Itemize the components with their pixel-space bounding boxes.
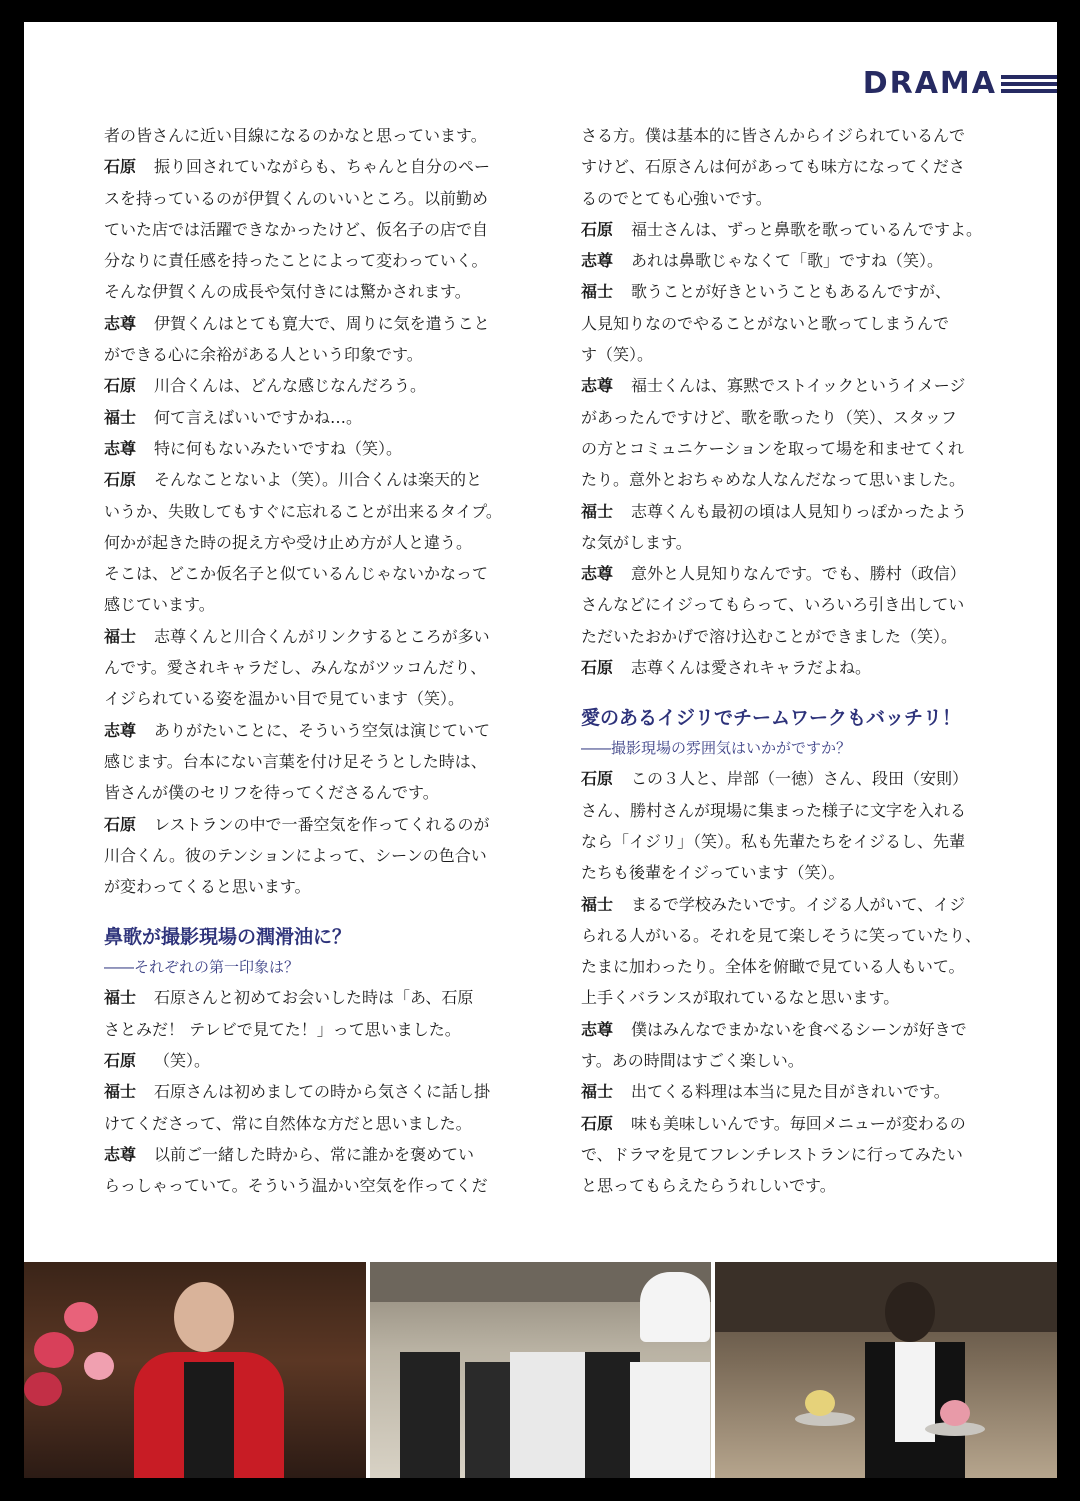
line-text: 石原さんは初めましての時から気さくに話し掛 [154, 1082, 491, 1102]
speaker-name: 志尊 [581, 251, 614, 271]
line-text: なら「イジリ」（笑）。私も先輩たちをイジるし、先輩 [581, 831, 966, 851]
brand-stripes [1001, 72, 1057, 96]
line-text: 川合くん。彼のテンションによって、シーンの色合い [104, 845, 487, 865]
section-brand [863, 66, 1057, 101]
text-line [104, 1045, 524, 1076]
photo-strip [24, 1262, 1057, 1478]
line-text: 志尊くんも最初の頃は人見知りっぽかったよう [631, 501, 968, 521]
right-column-text [581, 120, 1001, 683]
text-line [104, 496, 524, 527]
line-text: ありがたいことに、そういう空気は演じていて [154, 720, 491, 740]
line-text: 歌うことが好きということもあるんですが、 [631, 282, 952, 302]
speaker-name: 志尊 [104, 720, 137, 740]
speaker-name: 石原 [581, 658, 614, 678]
speaker-name: 福士 [104, 1082, 137, 1102]
line-text: 石原さんと初めてお会いした時は「あ、石原 [154, 988, 474, 1008]
speaker-name: 石原 [104, 814, 137, 834]
line-text: イジられている姿を温かい目で見ています（笑）。 [104, 689, 465, 709]
section2-text [581, 763, 1001, 1201]
right-column [581, 120, 1001, 1202]
line-text: があったんですけど、歌を歌ったり（笑）、スタッフ [581, 407, 957, 427]
photo-waiter [715, 1262, 1057, 1478]
speaker-name: 福士 [104, 988, 137, 1008]
line-text: 何て言えばいいですかね…。 [154, 407, 363, 427]
text-line [104, 715, 524, 746]
line-text: この３人と、岸部（一徳）さん、段田（安則） [631, 769, 968, 789]
text-line [581, 527, 1001, 558]
text-line [581, 857, 1001, 888]
speaker-name: 石原 [581, 769, 614, 789]
text-line [104, 777, 524, 808]
text-line [581, 763, 1001, 794]
text-line [581, 1076, 1001, 1107]
text-line [581, 951, 1001, 982]
text-line [104, 558, 524, 589]
line-text: 皆さんが僕のセリフを待ってくださるんです。 [104, 783, 439, 803]
line-text: 何かが起きた時の捉え方や受け止め方が人と違う。 [104, 532, 473, 552]
speaker-name: 石原 [104, 470, 137, 490]
text-line [581, 920, 1001, 951]
line-text: す（笑）。 [581, 345, 654, 365]
text-line [104, 809, 524, 840]
line-text: 伊賀くんはとても寛大で、周りに気を遣うこと [154, 313, 490, 333]
text-line [104, 1170, 524, 1201]
speaker-name: 福士 [581, 501, 614, 521]
line-text: たり。意外とおちゃめな人なんだなって思いました。 [581, 470, 966, 490]
text-line [104, 621, 524, 652]
text-line [104, 402, 524, 433]
line-text: 出てくる料理は本当に見た目がきれいです。 [631, 1082, 950, 1102]
section1-text [104, 982, 524, 1201]
text-line [581, 433, 1001, 464]
line-text: まるで学校みたいです。イジる人がいて、イジ [631, 894, 966, 914]
line-text: レストランの中で一番空気を作ってくれるのが [154, 814, 490, 834]
text-line [581, 826, 1001, 857]
speaker-name: 志尊 [104, 313, 137, 333]
text-line [581, 370, 1001, 401]
text-line [104, 871, 524, 902]
line-text: 福士さんは、ずっと鼻歌を歌っているんですよ。 [631, 219, 983, 239]
text-line [581, 1014, 1001, 1045]
text-line [104, 245, 524, 276]
photo-kitchen-group [370, 1262, 712, 1478]
text-line [104, 276, 524, 307]
line-text: たちも後輩をイジっています（笑）。 [581, 863, 845, 883]
text-line [104, 840, 524, 871]
left-column [104, 120, 524, 1202]
line-text: スを持っているのが伊賀くんのいいところ。以前勤め [104, 188, 489, 208]
line-text: あれは鼻歌じゃなくて「歌」ですね（笑）。 [631, 251, 944, 271]
line-text: 味も美味しいんです。毎回メニューが変わるの [631, 1113, 966, 1133]
speaker-name: 福士 [581, 282, 614, 302]
line-text: 特に何もないみたいですね（笑）。 [154, 438, 403, 458]
line-text: そんなことないよ（笑）。川合くんは楽天的と [154, 470, 483, 490]
line-text: ていた店では活躍できなかったけど、仮名子の店で自 [104, 219, 489, 239]
section2-question: ――撮影現場の雰囲気はいかがですか？ [581, 739, 852, 758]
line-text: さんなどにイジってもらって、いろいろ引き出してい [581, 595, 965, 615]
text-line [581, 589, 1001, 620]
section1-heading: 鼻歌が撮影現場の潤滑油に？ [104, 926, 352, 949]
line-text: で、ドラマを見てフレンチレストランに行ってみたい [581, 1144, 963, 1164]
text-line [581, 464, 1001, 495]
text-line [104, 183, 524, 214]
line-text: さる方。僕は基本的に皆さんからイジられているんで [581, 126, 966, 145]
text-line [581, 496, 1001, 527]
speaker-name: 福士 [104, 407, 137, 427]
speaker-name: 志尊 [581, 1019, 614, 1039]
line-text: 僕はみんなでまかないを食べるシーンが好きで [631, 1019, 967, 1039]
line-text: が変わってくると思います。 [104, 877, 311, 897]
text-line [104, 433, 524, 464]
speaker-name: 石原 [104, 1051, 137, 1071]
text-line [581, 982, 1001, 1013]
line-text: 振り回されていながらも、ちゃんと自分のペー [154, 157, 491, 177]
line-text: す。あの時間はすごく楽しい。 [581, 1051, 804, 1071]
speaker-name: 志尊 [581, 376, 614, 396]
line-text: 福士くんは、寡黙でストイックというイメージ [631, 376, 966, 396]
line-text: 川合くんは、どんな感じなんだろう。 [154, 376, 427, 396]
speaker-name: 福士 [581, 1082, 614, 1102]
photo-woman-red-jacket [24, 1262, 366, 1478]
section2-heading: 愛のあるイジリでチームワークもバッチリ！ [581, 707, 962, 730]
text-line [581, 402, 1001, 433]
text-line [581, 1170, 1001, 1201]
line-text: 以前ご一緒した時から、常に誰かを褒めてい [154, 1144, 475, 1164]
line-text: 上手くバランスが取れているなと思います。 [581, 988, 900, 1008]
text-line [581, 621, 1001, 652]
text-line [104, 151, 524, 182]
text-line [581, 1139, 1001, 1170]
line-text: 分なりに責任感を持ったことによって変わっていく。 [104, 251, 488, 271]
line-text: さん、勝村さんが現場に集まった様子に文字を入れる [581, 800, 966, 820]
speaker-name: 石原 [581, 219, 614, 239]
text-line [104, 1139, 524, 1170]
brand-label: DRAMA [862, 66, 997, 101]
line-text: るのでとても心強いです。 [581, 188, 772, 208]
line-text: らっしゃっていて。そういう温かい空気を作ってくだ [104, 1176, 488, 1196]
text-line [104, 1076, 524, 1107]
text-line [104, 308, 524, 339]
speaker-name: 志尊 [104, 438, 137, 458]
text-line [104, 982, 524, 1013]
line-text: られる人がいる。それを見て楽しそうに笑っていたり、 [581, 925, 982, 945]
text-line [104, 652, 524, 683]
text-line [581, 795, 1001, 826]
section1-question: ――それぞれの第一印象は？ [104, 958, 300, 977]
text-line [104, 683, 524, 714]
line-text: 感じています。 [104, 595, 215, 615]
line-text: な気がします。 [581, 532, 692, 552]
left-column-text [104, 120, 524, 902]
line-text: たまに加わったり。全体を俯瞰で見ている人もいて。 [581, 957, 965, 977]
line-text: そんな伊賀くんの成長や気付きには驚かされます。 [104, 282, 471, 302]
text-line [104, 370, 524, 401]
text-line [581, 889, 1001, 920]
text-line [581, 183, 1001, 214]
speaker-name: 志尊 [104, 1144, 137, 1164]
text-line [581, 1108, 1001, 1139]
line-text: の方とコミュニケーションを取って場を和ませてくれ [581, 438, 965, 458]
text-line [581, 276, 1001, 307]
text-line [104, 339, 524, 370]
line-text: （笑）。 [154, 1051, 211, 1071]
text-line [104, 589, 524, 620]
line-text: すけど、石原さんは何があっても味方になってくださ [581, 157, 965, 177]
speaker-name: 福士 [581, 894, 614, 914]
magazine-page [24, 22, 1057, 1478]
speaker-name: 志尊 [581, 564, 614, 584]
line-text: けてくださって、常に自然体な方だと思いました。 [104, 1113, 472, 1133]
text-line [104, 464, 524, 495]
text-line [104, 214, 524, 245]
text-line [104, 527, 524, 558]
text-line [581, 339, 1001, 370]
text-line [581, 214, 1001, 245]
speaker-name: 石原 [104, 157, 137, 177]
speaker-name: 福士 [104, 626, 137, 646]
line-text: いうか、失敗してもすぐに忘れることが出来るタイプ。 [104, 501, 502, 521]
line-text: 意外と人見知りなんです。でも、勝村（政信） [631, 564, 966, 584]
text-line [581, 1045, 1001, 1076]
line-text: 志尊くんと川合くんがリンクするところが多い [154, 626, 490, 646]
line-text: と思ってもらえたらうれしいです。 [581, 1176, 836, 1196]
line-text: んです。愛されキャラだし、みんながツッコんだり、 [104, 658, 487, 678]
text-line [104, 1108, 524, 1139]
line-text: さとみだ！ テレビで見てた！」って思いました。 [104, 1019, 461, 1039]
line-text: 感じます。台本にない言葉を付け足そうとした時は、 [104, 751, 487, 771]
text-line [581, 151, 1001, 182]
speaker-name: 石原 [581, 1113, 614, 1133]
text-line [581, 308, 1001, 339]
text-line [104, 1014, 524, 1045]
line-text: ができる心に余裕がある人という印象です。 [104, 345, 423, 365]
text-line [104, 746, 524, 777]
line-text: そこは、どこか仮名子と似ているんじゃないかなって [104, 564, 489, 584]
line-text: ただいたおかげで溶け込むことができました（笑）。 [581, 626, 958, 646]
text-line [104, 120, 524, 151]
line-text: 者の皆さんに近い目線になるのかなと思っています。 [104, 126, 487, 145]
speaker-name: 石原 [104, 376, 137, 396]
text-line [581, 120, 1001, 151]
text-line [581, 652, 1001, 683]
line-text: 志尊くんは愛されキャラだよね。 [631, 658, 872, 678]
text-line [581, 245, 1001, 276]
text-line [581, 558, 1001, 589]
line-text: 人見知りなのでやることがないと歌ってしまうんで [581, 313, 950, 333]
